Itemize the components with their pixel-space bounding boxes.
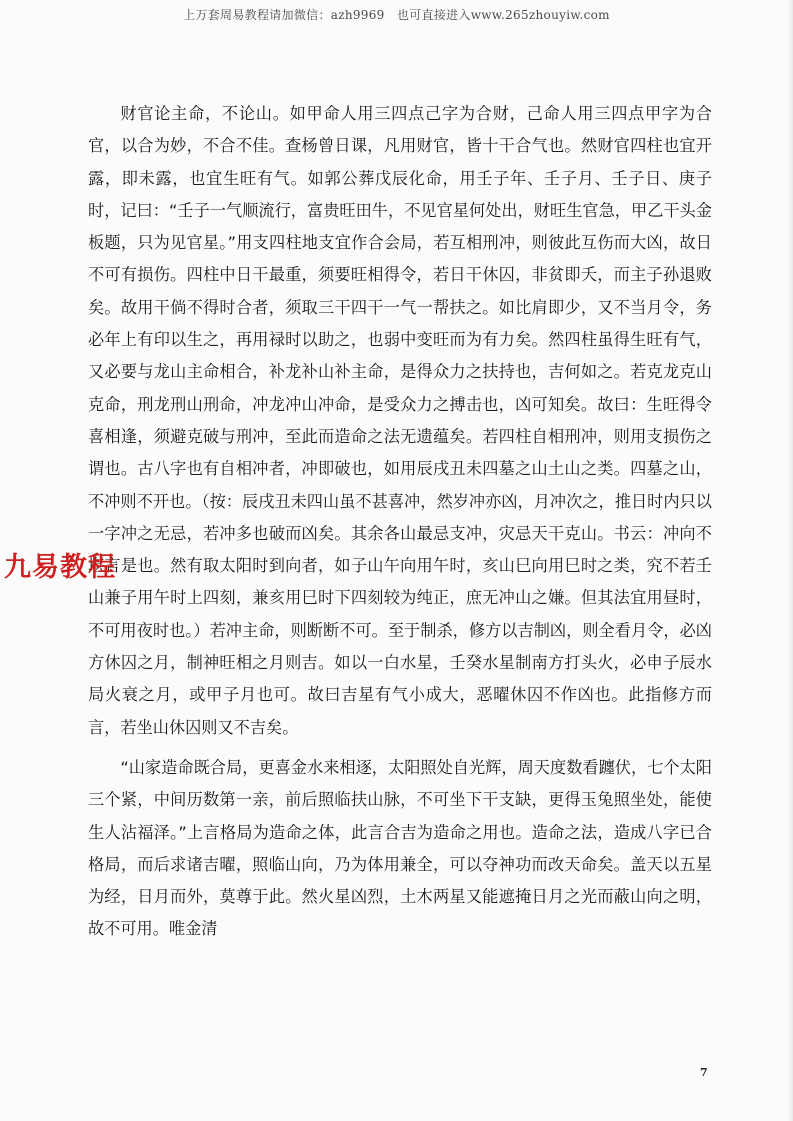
body-paragraph-2: “山家造命既合局，更喜金水来相逐，太阳照处自光辉，周天度数看躔伏，七个太阳三个紧，中间历数第一亲，前后照临扶山脉，不可坐下干支缺，更得玉兔照坐处，能使生人沾福泽。”上言格局为造命之体，此言合吉为造命之用也。造命之法，造成八字已合格局，而后求诸吉曜，照临山向，乃为体用兼全，可以夺神功而改天命矣。盖天以五星为经，日月而外，莫尊于此。然火星凶烈，土木两星又能遮掩日月之光而蔽山向之明，故不可用。唯金清	[88, 757, 712, 939]
body-paragraph-1: 财官论主命，不论山。如甲命人用三四点己字为合财，己命人用三四点甲字为合官，以合为妙，不合不佳。查杨曾日课，凡用财官，皆十干合气也。然财官四柱也宜开露，即未露，也宜生旺有气。如郭公葬戊辰化命，用壬子年、壬子月、壬子日、庚子时，记曰：“壬子一气顺流行，富贵旺田牛，不见官星何处出，财旺生官急，甲乙干头金板题，只为见官星。”用支四柱地支宜作合会局，若互相刑冲，则彼此互伤而大凶，故日不可有损伤。四柱中日干最重，须要旺相得令，若日干休囚，非贫即夭，而主子孙退败矣。故用干倘不得时合者，须取三干四干一气一帮扶之。如比肩即少，又不当月令，务必年上有印以生之，再用禄时以助之，也弱中变旺而为有力矣。然四柱虽得生旺有气，又必要与龙山主命相合，补龙补山补主命，是得众力之扶持也，吉何如之。若克龙克山克命，刑龙刑山刑命，冲龙冲山冲命，是受众力之搏击也，凶可知矣。故曰：生旺得令喜相逢，须避克破与刑冲，至此而造命之法无遗蕴矣。若四柱自相刑冲，则用支损伤之谓也。古八字也有自相冲者，冲即破也，如用辰戌丑未四墓之山土山之类。四墓之山，不冲则不开也。（按：辰戌丑未四山虽不甚喜冲，然岁冲亦凶，月冲次之，推日时内只以一字冲之无忌，若冲多也破而凶矣。其余各山最忌支冲，灾忌天干克山。书云：冲向不堪言是也。然有取太阳时到向者，如子山午向用午时，亥山巳向用巳时之类，究不若壬山兼子用午时上四刻，兼亥用巳时下四刻较为纯正，庶无冲山之嫌。但其法宜用昼时，不可用夜时也。）若冲主命，则断断不可。至于制杀，修方以吉制凶，则全看月令，必凶方休囚之月，制神旺相之月则吉。如以一白水星，壬癸水星制南方打头火，必申子辰水局火衰之月，或甲子月也可。故曰吉星有气小成大，恶曜休囚不作凶也。此指修方而言，若坐山休囚则又不吉矣。	[88, 104, 712, 737]
page-header: 上万套周易教程请加微信：azh9969 也可直接进入www.265zhouyiw.com	[183, 8, 610, 22]
scan-edge-shadow	[787, 0, 793, 1121]
page-number: 7	[700, 1066, 708, 1079]
watermark-logo: 九易教程	[4, 552, 116, 583]
document-body	[88, 98, 712, 946]
